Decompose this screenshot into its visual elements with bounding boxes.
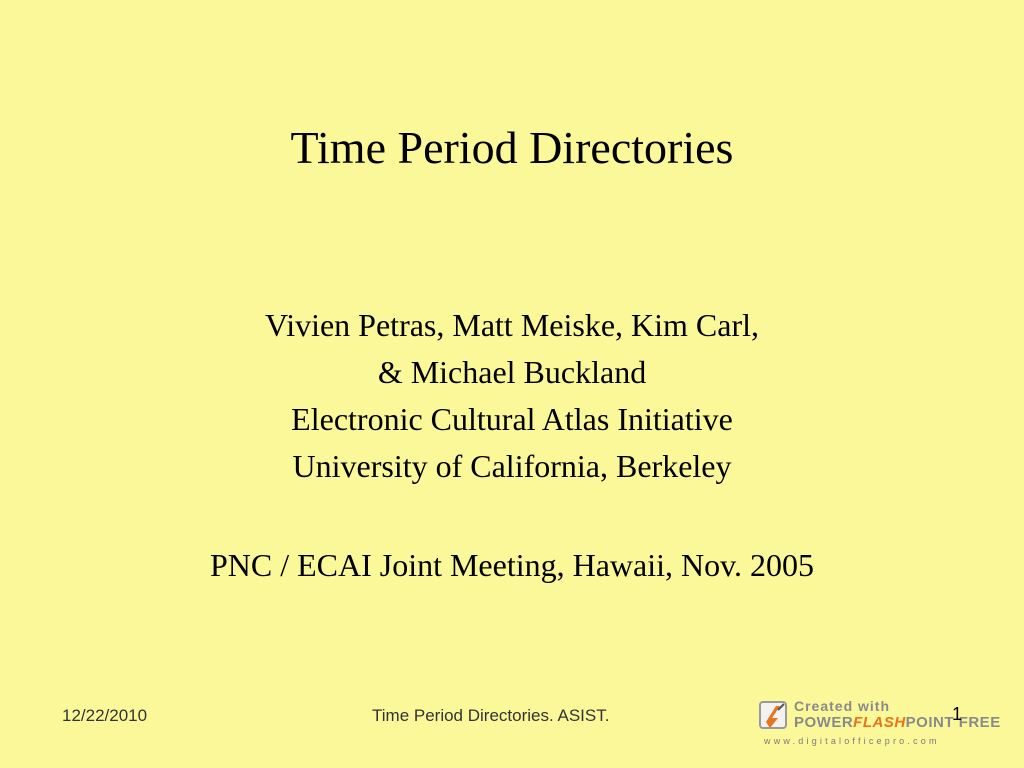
author-block (0, 302, 1024, 490)
affiliation-line: Electronic Cultural Atlas Initiative (291, 401, 733, 437)
footer-date: 12/22/2010 (62, 706, 148, 725)
meeting-line: PNC / ECAI Joint Meeting, Hawaii, Nov. 2005 (209, 547, 815, 583)
author-line: & Michael Buckland (377, 354, 647, 390)
watermark-brand-point: POINT (905, 714, 955, 731)
footer-title: Time Period Directories. ASIST. (372, 706, 610, 725)
watermark (758, 696, 1008, 752)
slide-title: Time Period Directories (290, 122, 734, 173)
watermark-created-with: Created with (794, 698, 891, 714)
author-line: Vivien Petras, Matt Meiske, Kim Carl, (265, 307, 759, 343)
watermark-brand-free: FREE (958, 714, 1001, 731)
watermark-brand (794, 714, 1001, 731)
watermark-brand-power: POWER (794, 714, 854, 731)
powerflashpoint-logo-icon (758, 698, 790, 732)
watermark-brand-flash: FLASH (853, 714, 906, 731)
page-number: 1 (952, 704, 963, 724)
affiliation-line: University of California, Berkeley (292, 448, 732, 484)
watermark-url[interactable]: www.digitalofficepro.com (764, 736, 940, 746)
